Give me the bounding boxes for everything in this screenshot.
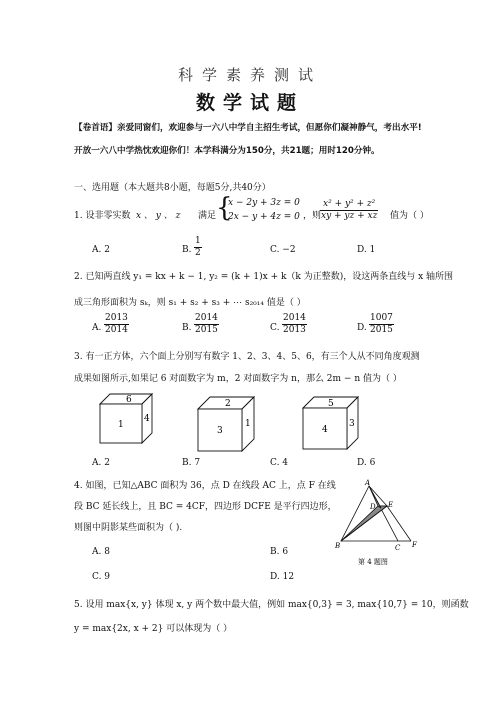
q1-text-b: 满足 [198, 211, 217, 221]
q4-line-1: 4. 如图，已知△ABC 面积为 36，点 D 在线段 AC 上，点 F 在线 [74, 481, 336, 491]
cube-3-side-face: 3 [349, 419, 355, 429]
q1-text-c: ，则 [303, 211, 322, 221]
q4-option-a: A. 8 [92, 547, 110, 557]
q2-line-1: 2. 已知两直线 y₁ = kx + k − 1, y₂ = (k + 1)x + k（k 为正整数)，设这两条直线与 x 轴所围 [74, 272, 454, 282]
vertex-b: B [335, 542, 341, 550]
q1-vars: x 、 y 、 z [136, 211, 181, 221]
q4-option-c: C. 9 [92, 572, 111, 582]
q2-option-a-den: 2014 [105, 325, 128, 335]
q2-option-d-num: 1007 [370, 313, 393, 323]
q1-option-c: C. −2 [270, 245, 296, 255]
cube-2-side-face: 1 [245, 419, 251, 429]
cube-1-front-face: 1 [118, 420, 124, 430]
cube-3-front-face: 4 [322, 425, 328, 435]
vertex-d: D [370, 503, 376, 511]
vertex-a: A [365, 479, 371, 487]
q4-line-2: 段 BC 延长线上，且 BC = 4CF，四边形 DCFE 是平行四边形， [74, 502, 337, 512]
q3-line-2: 成果如图所示,如果记 6 对面数字为 m，2 对面数字为 n，那么 2m − n 值为（ ） [74, 374, 402, 384]
cube-1-side-face: 4 [144, 414, 150, 424]
q2-option-a-num: 2013 [105, 313, 128, 323]
q1-eq1: x − 2y + 3z = 0 [228, 198, 300, 208]
q3-line-1: 3. 有一正方体，六个面上分别写有数字 1、2、3、4、5、6，有三个人从不同角度观测 [74, 352, 420, 362]
q1-text-a: 1. 设非零实数 [74, 211, 131, 221]
q2-option-b-den: 2015 [195, 325, 218, 335]
q4-line-3: 则图中阴影某些面积为（ ). [74, 523, 183, 533]
cube-1-top-face: 6 [126, 395, 132, 405]
q1-eq2: 2x − y + 4z = 0 [228, 212, 300, 222]
q1-brace: { [216, 193, 233, 223]
q2-option-c-den: 2013 [283, 325, 306, 335]
q2-option-c-label: C. [270, 323, 280, 333]
q2-option-d-label: D. [357, 323, 367, 333]
q1-option-b-den: 2 [195, 248, 201, 258]
q4-figure-caption: 第 4 题图 [358, 558, 388, 566]
q5-line-1: 5. 设用 max{x, y} 体现 x, y 两个数中最大值，例如 max{0,3} = 3, max{10,7} = 10，则函数 [74, 600, 469, 610]
cube-2-top-face: 2 [225, 399, 231, 409]
q3-option-b: B. 7 [182, 458, 201, 468]
q1-option-a: A. 2 [92, 245, 110, 255]
q2-option-d-den: 2015 [370, 325, 393, 335]
section-heading: 一、选用题（本大题共8小题，每题5分,共40分） [74, 183, 271, 193]
preface-line-2: 开放一六八中学热忱欢迎你们！本学科满分为150分，共21题；用时120分钟。 [74, 146, 380, 156]
segment-ef [387, 506, 411, 541]
cube-2-front-face: 3 [217, 426, 223, 436]
q5-line-2: y = max{2x, x + 2} 可以体现为（ ） [74, 624, 233, 634]
q2-option-a-label: A. [92, 323, 102, 333]
vertex-f: F [412, 541, 417, 549]
q1-frac-num: x² + y² + z² [320, 199, 378, 211]
q4-option-d: D. 12 [270, 572, 295, 582]
q3-option-d: D. 6 [357, 458, 376, 468]
q3-option-c: C. 4 [270, 458, 289, 468]
exam-supertitle: 科学素养测试 [177, 66, 322, 84]
q1-frac-den: xy + yz + xz [321, 211, 378, 221]
q4-triangle-figure [335, 478, 435, 568]
q4-option-b: B. 6 [270, 547, 289, 557]
cube-3-top-face: 5 [328, 399, 334, 409]
q3-option-a: A. 2 [92, 458, 110, 468]
q1-text-d: 值为（ ） [390, 211, 429, 221]
q1-option-b-label: B. [182, 245, 192, 255]
vertex-e: E [388, 501, 394, 509]
preface-line-1: 【卷首语】亲爱同窗们，欢迎参与一六八中学自主招生考试，但愿你们凝神静气，考出水平! [74, 123, 422, 133]
q2-option-b-label: B. [182, 323, 192, 333]
q1-option-b-num: 1 [195, 236, 201, 246]
q2-option-b-num: 2014 [195, 313, 218, 323]
q2-option-c-num: 2014 [283, 313, 306, 323]
vertex-c: C [395, 544, 401, 552]
q2-line-2: 成三角形面积为 sₖ，则 s₁ + s₂ + s₃ + ⋯ s₂₀₁₄ 值是（ ） [74, 298, 306, 308]
exam-title: 数学试题 [195, 92, 304, 114]
q1-option-d: D. 1 [357, 245, 376, 255]
